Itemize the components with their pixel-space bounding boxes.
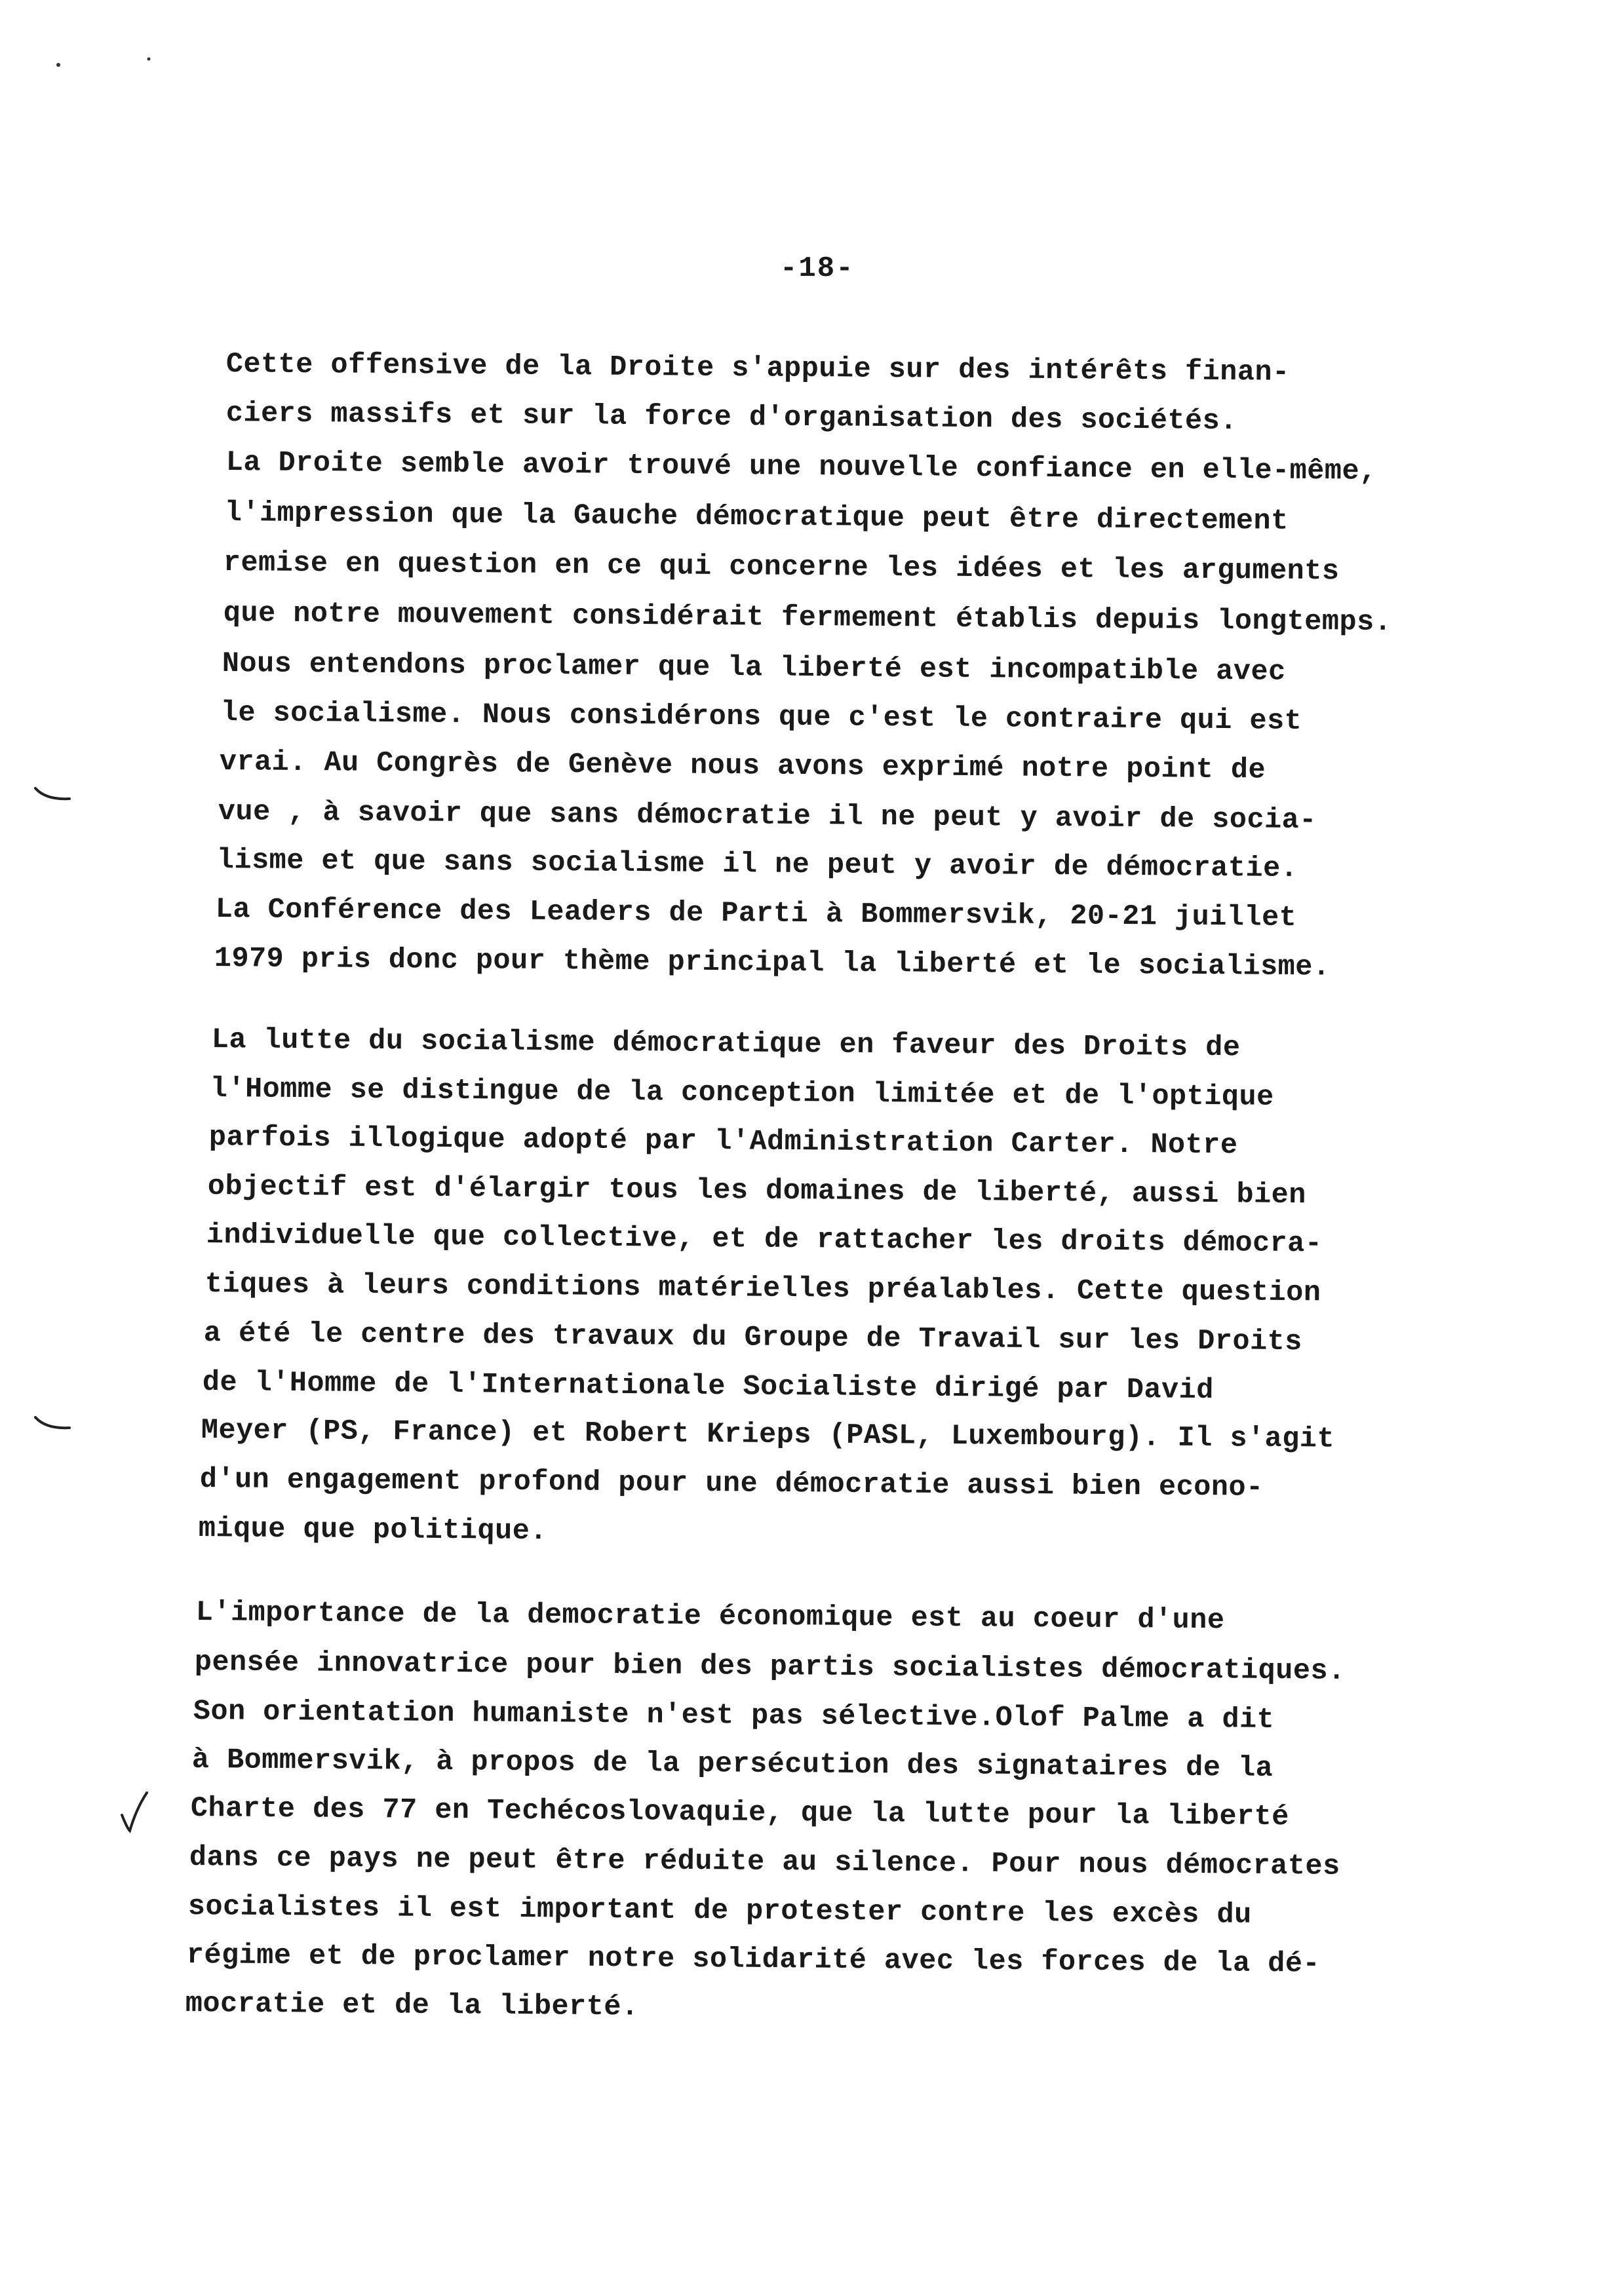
text-line: Charte des 77 en Techécoslovaquie, que la lutte pour la liberté: [190, 1793, 1290, 1834]
text-line: vrai. Au Congrès de Genève nous avons exprimé notre point de: [219, 746, 1266, 787]
text-line: de l'Homme de l'Internationale Socialiste dirigé par David: [202, 1367, 1215, 1407]
text-line: vue , à savoir que sans démocratie il ne peut y avoir de socia-: [218, 796, 1317, 837]
text-line: mocratie et de la liberté.: [185, 1988, 639, 2024]
margin-tick-mark-2: [33, 1412, 72, 1438]
scan-speck-2: [146, 56, 152, 62]
text-line: pensée innovatrice pour bien des partis socialistes démocratiques.: [194, 1647, 1346, 1688]
text-line: dans ce pays ne peut être réduite au silence. Pour nous démocrates: [189, 1842, 1340, 1883]
margin-tick-mark-1: [33, 783, 72, 809]
text-line: que notre mouvement considérait fermement établis depuis longtemps.: [223, 598, 1392, 639]
text-line: objectif est d'élargir tous les domaines de liberté, aussi bien: [207, 1171, 1307, 1212]
text-line: L'importance de la democratie économique est au coeur d'une: [195, 1597, 1225, 1637]
text-line: l'impression que la Gauche démocratique peut être directement: [224, 497, 1289, 538]
text-line: parfois illogique adopté par l'Administration Carter. Notre: [208, 1122, 1238, 1162]
text-line: le socialisme. Nous considérons que c'est le contraire qui est: [220, 697, 1302, 738]
text-line: a été le centre des travaux du Groupe de Travail sur les Droits: [203, 1318, 1303, 1359]
text-line: remise en question en ce qui concerne les idées et les arguments: [223, 547, 1340, 588]
scan-speck-1: [55, 62, 62, 68]
margin-check-mark: [118, 1789, 151, 1835]
text-line: à Bommersvik, à propos de la persécution des signataires de la: [191, 1744, 1274, 1785]
text-line: mique que politique.: [198, 1513, 548, 1548]
text-line: La Droite semble avoir trouvé une nouvelle confiance en elle-même,: [225, 447, 1377, 488]
text-line: 1979 pris donc pour thème principal la liberté et le socialisme.: [214, 943, 1331, 984]
text-line: Meyer (PS, France) et Robert Krieps (PASL, Luxembourg). Il s'agit: [201, 1415, 1335, 1456]
text-line: La lutte du socialisme démocratique en faveur des Droits de: [211, 1024, 1241, 1065]
page-number: -18-: [780, 252, 855, 285]
text-line: socialistes il est important de protester contre les excès du: [187, 1891, 1252, 1932]
text-line: individuelle que collective, et de rattacher les droits démocra-: [206, 1219, 1323, 1261]
text-line: d'un engagement profond pour une démocratie aussi bien econo-: [199, 1464, 1264, 1504]
text-line: La Conférence des Leaders de Parti à Bommersvik, 20-21 juillet: [215, 894, 1297, 934]
text-line: Nous entendons proclamer que la liberté est incompatible avec: [222, 648, 1286, 689]
text-line: Cette offensive de la Droite s'appuie sur des intérêts finan-: [225, 349, 1290, 389]
text-line: tiques à leurs conditions matérielles préalables. Cette question: [204, 1269, 1321, 1310]
text-line: régime et de proclamer notre solidarité avec les forces de la dé-: [186, 1940, 1321, 1981]
text-line: ciers massifs et sur la force d'organisation des sociétés.: [225, 398, 1238, 438]
text-line: l'Homme se distingue de la conception limitée et de l'optique: [210, 1073, 1274, 1114]
text-line: lisme et que sans socialisme il ne peut y avoir de démocratie.: [216, 845, 1298, 885]
text-line: Son orientation humaniste n'est pas sélective.Olof Palme a dit: [193, 1696, 1275, 1736]
